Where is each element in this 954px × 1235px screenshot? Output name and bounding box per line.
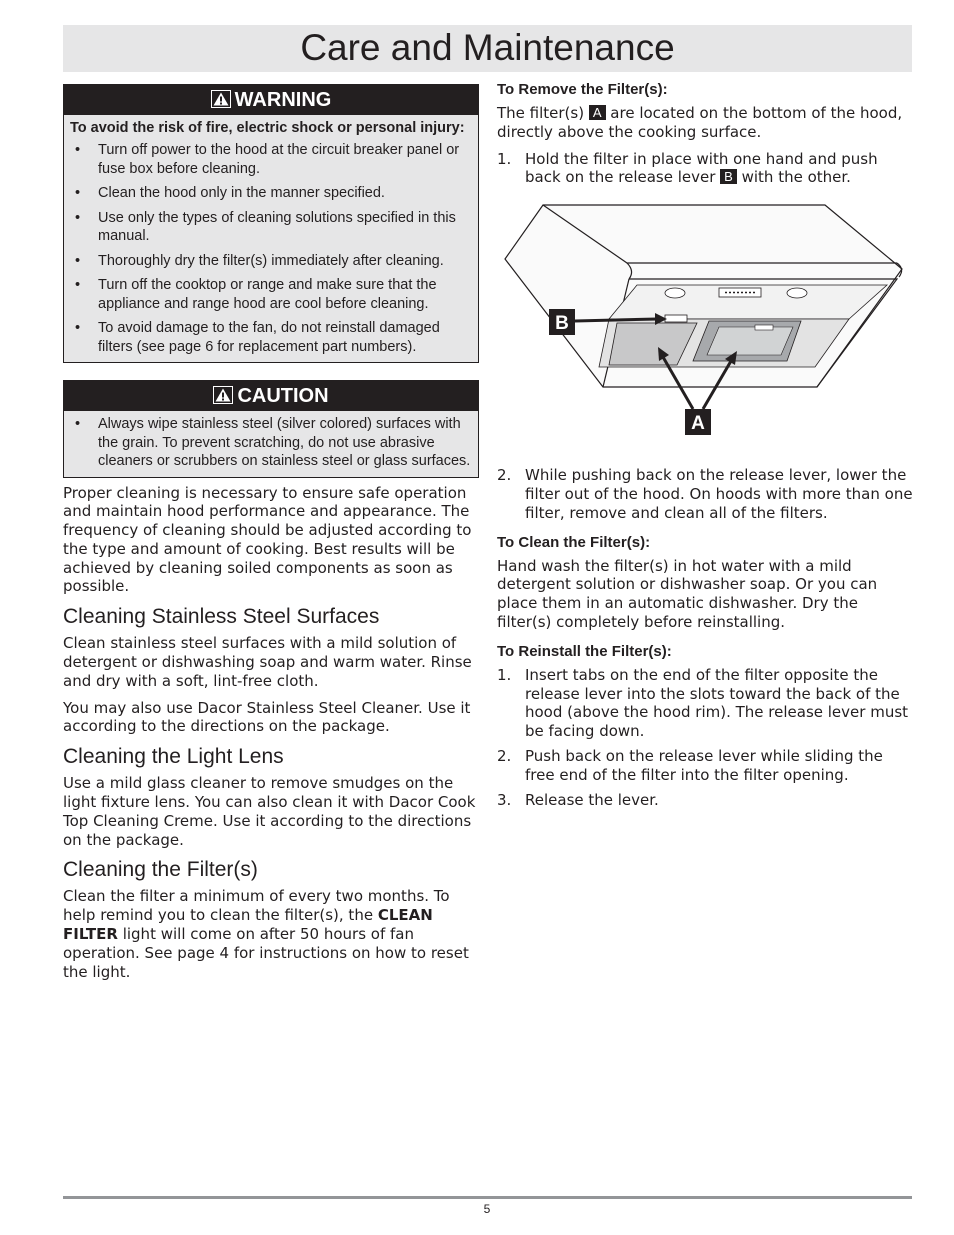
filters-text-start: Clean the filter a minimum of every two months. To help remind you to clean the filter(s), the [63,887,450,925]
filters-text-end: light will come on after 50 hours of fan operation. See page 4 for instructions on how to reset the light. [63,925,469,981]
remove-intro-end: are located on the bottom of the hood, directly above the cooking surface. [497,104,903,141]
callout-b-label: B [555,313,569,335]
step-text-end: with the other. [736,168,851,187]
warning-box [63,84,479,363]
light-lens-heading: Cleaning the Light Lens [63,745,284,769]
warning-heading: WARNING [234,89,332,111]
callout-a-label: A [691,413,705,435]
filters-paragraph [63,887,479,981]
left-column [63,84,479,989]
stainless-heading: Cleaning Stainless Steel Surfaces [63,605,380,629]
warning-item: • To avoid damage to the fan, do not reinstall damaged filters (see page 6 for replacement part numbers). [70,319,472,356]
warning-item: • Clean the hood only in the manner specified. [70,184,472,203]
warning-intro: To avoid the risk of fire, electric shock or personal injury: [70,120,465,136]
reinstall-steps [497,666,913,810]
step-text: While pushing back on the release lever, lower the filter out of the hood. On hoods with more than one filter, remove and clean all of the filters. [525,466,913,522]
step-text: Push back on the release lever while sliding the free end of the filter into the filter opening. [525,746,883,784]
warning-item: • Turn off power to the hood at the circuit breaker panel or fuse box before cleaning. [70,141,472,178]
footer-rule [63,1196,912,1199]
page-number: 5 [483,1202,491,1216]
caution-header [64,381,478,411]
step-text [525,150,913,188]
light-lens-left-icon [665,288,685,298]
right-column [497,80,913,819]
reinstall-step [497,747,913,785]
light-lens-right-icon [787,288,807,298]
warning-item: • Turn off the cooktop or range and make sure that the appliance and range hood are cool before cleaning. [70,276,472,313]
callout-tag-a: A [589,105,606,120]
page-title: Care and Maintenance [300,27,675,68]
reinstall-step [497,666,913,741]
remove-intro-start: The filter(s) [497,104,589,122]
remove-step-2 [497,466,913,522]
stainless-paragraph-1: Clean stainless steel surfaces with a mild solution of detergent or dishwashing soap and warm water. Rinse and dry with a soft, lint-free cloth. [63,634,472,690]
remove-step-1 [497,150,913,188]
light-lens-paragraph: Use a mild glass cleaner to remove smudges on the light fixture lens. You can also clean it with Dacor Cook Top Cleaning Creme. Use it according to the directions on the package. [63,774,476,849]
caution-list [64,411,478,477]
caution-box [63,380,479,478]
clean-heading: To Clean the Filter(s): [497,533,651,551]
warning-icon [211,90,231,108]
caution-icon [213,386,233,404]
remove-intro [497,104,913,142]
filters-heading: Cleaning the Filter(s) [63,858,258,882]
step-number: 2. [497,746,512,765]
callout-tag-b: B [720,169,737,184]
step-number: 3. [497,790,512,809]
hood-diagram [497,199,913,454]
remove-steps [497,150,913,188]
caution-heading: CAUTION [237,385,329,407]
step-text: Insert tabs on the end of the filter opposite the release lever into the slots toward the back of the hood (above the hood rim). The release lever must be facing down. [525,665,909,741]
intro-paragraph: Proper cleaning is necessary to ensure safe operation and maintain hood performance and appearance. The frequency of cleaning should be adjusted according to the type and amount of cooking. Best results will be achieved by cleaning soiled components as soon as possible. [63,483,472,596]
reinstall-heading: To Reinstall the Filter(s): [497,642,672,660]
step-number: 1. [497,149,512,168]
step-text: Release the lever. [525,790,659,809]
warning-item: • Use only the types of cleaning solutions specified in this manual. [70,209,472,246]
warning-header [64,85,478,115]
reinstall-step [497,791,913,810]
warning-item: • Thoroughly dry the filter(s) immediately after cleaning. [70,252,472,271]
clean-filter-label: CLEAN FILTER [63,906,433,944]
clean-paragraph: Hand wash the filter(s) in hot water with a mild detergent solution or dishwasher soap. Or you can place them in an automatic dishwasher. Dry the filter(s) completely before reinstalling. [497,556,878,631]
step-number: 1. [497,665,512,684]
warning-list [64,139,478,362]
remove-steps-continued [497,466,913,522]
title-bar [63,25,912,72]
remove-heading: To Remove the Filter(s): [497,81,668,98]
step-number: 2. [497,466,512,485]
step-text-start: Hold the filter in place with one hand and push back on the release lever [525,149,878,187]
stainless-paragraph-2: You may also use Dacor Stainless Steel Cleaner. Use it according to the directions on the package. [63,698,471,736]
release-lever-icon [665,315,687,322]
caution-item: • Always wipe stainless steel (silver colored) surfaces with the grain. To prevent scratching, do not use abrasive cleaners or scrubbers on stainless steel or glass surfaces. [70,415,472,471]
